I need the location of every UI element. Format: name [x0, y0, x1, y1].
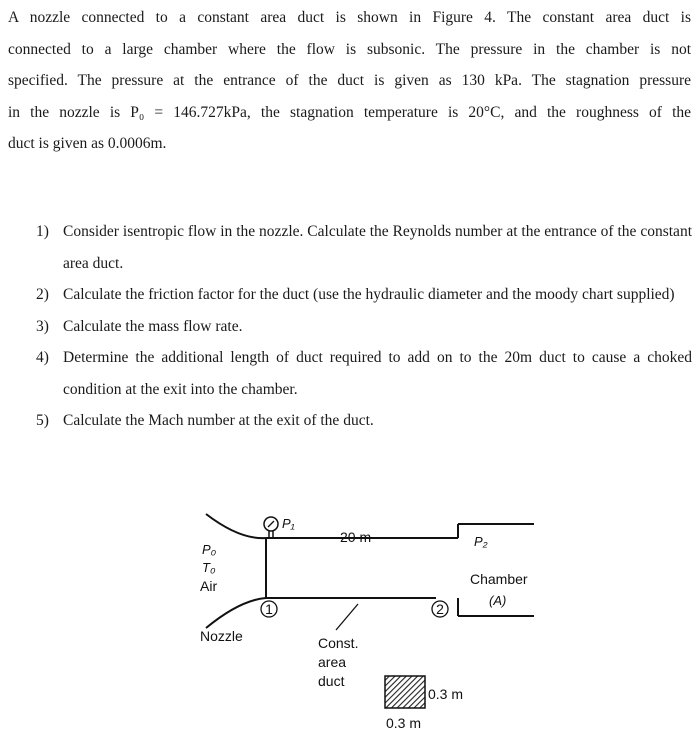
label-section-height: 0.3 m: [428, 686, 464, 702]
duct-pointer-line: [336, 604, 358, 630]
nozzle-lower-wall: [206, 598, 266, 628]
label-p0: P₀: [202, 542, 217, 557]
task-item-4: [0, 342, 692, 405]
intro-line-2: connected to a large chamber where the flow is subsonic. The pressure in the chamber is not: [8, 40, 691, 58]
task-text: Determine the additional length of duct required to add on to the 20m duct to cause a choked condition at the exit into the chamber.: [63, 349, 692, 398]
station-2-label: 2: [436, 601, 444, 617]
label-air: Air: [200, 578, 218, 594]
task-number: 5): [36, 412, 49, 429]
task-number: 2): [36, 286, 49, 303]
figure-diagram: [180, 500, 580, 736]
problem-statement: [8, 2, 691, 160]
intro-line-5: duct is given as 0.0006m.: [8, 135, 167, 152]
nozzle-upper-wall: [206, 514, 266, 538]
label-area: area: [318, 654, 347, 670]
label-nozzle: Nozzle: [200, 628, 243, 644]
task-text: Consider isentropic flow in the nozzle. Calculate the Reynolds number at the entrance of the constant area duct.: [63, 223, 692, 272]
task-number: 1): [36, 223, 49, 240]
task-number: 3): [36, 317, 49, 335]
label-section-width: 0.3 m: [386, 715, 422, 731]
task-item-5: [0, 405, 692, 437]
duct-cross-section: [385, 676, 425, 708]
task-number: 4): [36, 349, 49, 366]
task-text: Calculate the friction factor for the duct (use the hydraulic diameter and the moody chart supplied): [63, 286, 675, 303]
intro-line-4: in the nozzle is P₀ = 146.727kPa, the stagnation temperature is 20°C, and the roughness of the: [8, 103, 691, 121]
station-1-label: 1: [265, 601, 273, 617]
label-duct: duct: [318, 673, 345, 689]
task-text: Calculate the mass flow rate.: [63, 317, 243, 335]
intro-line-1: A nozzle connected to a constant area duct is shown in Figure 4. The constant area duct is: [8, 9, 691, 26]
label-duct-length: 20 m: [340, 529, 372, 545]
task-text: Calculate the Mach number at the exit of the duct.: [63, 412, 374, 429]
task-item-3: [0, 311, 692, 343]
label-p1: P₁: [282, 516, 295, 531]
task-item-2: [0, 279, 692, 311]
task-list: [0, 216, 697, 437]
task-item-1: [0, 216, 692, 279]
label-chamber: Chamber: [470, 571, 528, 587]
label-chamber-tag: (A): [489, 593, 507, 608]
label-const: Const.: [318, 635, 359, 651]
intro-line-3: specified. The pressure at the entrance of the duct is given as 130 kPa. The stagnation pressure: [8, 72, 691, 89]
label-t0: T₀: [202, 560, 216, 575]
figure-4-nozzle-duct: [180, 500, 580, 736]
label-p2: P₂: [474, 534, 488, 549]
